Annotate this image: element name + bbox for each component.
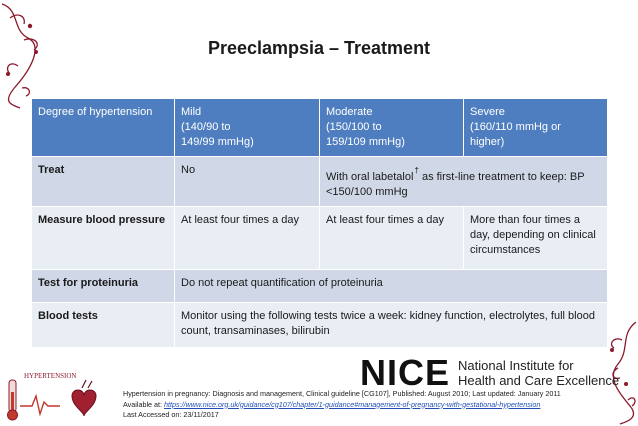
header-moderate-label: Moderate bbox=[326, 106, 373, 118]
header-severe-range: higher) bbox=[470, 136, 505, 148]
header-moderate-range: (150/100 to bbox=[326, 121, 382, 133]
treat-text-rest: as first-line treatment to keep: BP <150/100 mmHg bbox=[326, 171, 585, 198]
hypertension-badge-image bbox=[2, 366, 112, 424]
footnote-accessed: Last Accessed on: 23/11/2017 bbox=[123, 410, 219, 419]
cell-treat-moderate-severe bbox=[320, 157, 608, 207]
nice-logo-line: National Institute for bbox=[458, 358, 574, 373]
dagger-mark: † bbox=[414, 166, 419, 175]
header-degree-of-hypertension: Degree of hypertension bbox=[32, 99, 175, 157]
cell-treat-mild: No bbox=[175, 157, 320, 207]
table-row-measure-bp bbox=[32, 207, 608, 270]
row-label-measure-bp: Measure blood pressure bbox=[32, 207, 175, 270]
footnote-url-link[interactable]: https://www.nice.org.uk/guidance/cg107/chapter/1-guidance#management-of-pregnancy-with-gestational-hypertension bbox=[164, 399, 541, 409]
row-label-proteinuria: Test for proteinuria bbox=[32, 270, 175, 303]
footnote-available-label: Available at: bbox=[123, 399, 165, 409]
footnote-citation: Hypertension in pregnancy: Diagnosis and management, Clinical guideline [CG107], Published: August 2010; Last updated: January 2011 bbox=[123, 389, 561, 398]
nice-logo-word: NICE bbox=[360, 352, 451, 393]
header-severe bbox=[464, 99, 608, 157]
row-label-blood-tests: Blood tests bbox=[32, 303, 175, 348]
header-mild-label: Mild bbox=[181, 106, 202, 118]
header-mild-range: (140/90 to bbox=[181, 121, 231, 133]
slide-title: Preeclampsia – Treatment bbox=[207, 38, 431, 58]
badge-label: HYPERTENSION bbox=[24, 372, 77, 380]
header-mild-range: 149/99 mmHg) bbox=[181, 136, 254, 148]
cell-bp-moderate: At least four times a day bbox=[320, 207, 464, 270]
table-row-treat bbox=[32, 157, 608, 207]
table-row-blood-tests bbox=[32, 303, 608, 348]
footnote-available bbox=[123, 400, 633, 411]
nice-logo bbox=[360, 352, 619, 394]
header-moderate bbox=[320, 99, 464, 157]
treatment-table bbox=[31, 98, 608, 348]
header-mild bbox=[175, 99, 320, 157]
row-label-treat: Treat bbox=[32, 157, 175, 207]
cell-blood-tests: Monitor using the following tests twice a week: kidney function, electrolytes, full blood count, transaminases, bilirubin bbox=[175, 303, 608, 348]
cell-bp-mild: At least four times a day bbox=[175, 207, 320, 270]
header-moderate-range: 159/109 mmHg) bbox=[326, 136, 405, 148]
header-severe-label: Severe bbox=[470, 106, 505, 118]
header-severe-range: (160/110 mmHg or bbox=[470, 121, 561, 133]
cell-bp-severe: More than four times a day, depending on clinical circumstances bbox=[464, 207, 608, 270]
cell-proteinuria: Do not repeat quantification of proteinuria bbox=[175, 270, 608, 303]
reference-footnote bbox=[123, 389, 633, 421]
table-row-proteinuria bbox=[32, 270, 608, 303]
nice-logo-subtitle bbox=[458, 358, 619, 388]
table-header-row bbox=[32, 99, 608, 157]
treat-text: With oral labetalol bbox=[326, 171, 414, 183]
nice-logo-line: Health and Care Excellence bbox=[458, 373, 620, 388]
